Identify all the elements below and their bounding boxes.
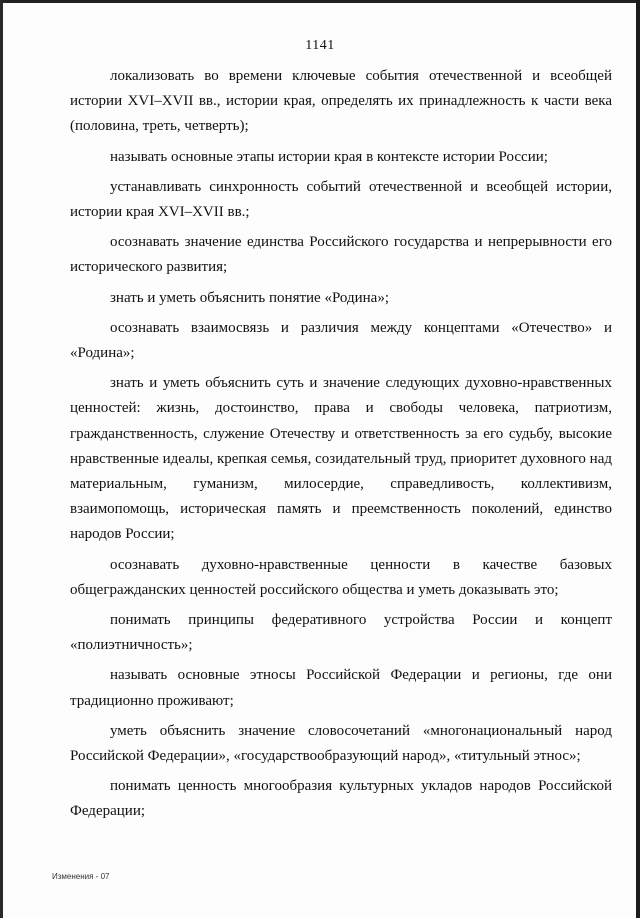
paragraph-4: осознавать значение единства Российского государства и непрерывности его исторического развития;: [70, 234, 612, 276]
paragraph-6: осознавать взаимосвязь и различия между концептами «Отечество» и «Родина»;: [70, 319, 612, 362]
paragraph-3: устанавливать синхронность событий отечественной и всеобщей истории, истории края XVI–XVII вв.;: [70, 178, 612, 221]
paragraph-9: понимать принципы федеративного устройства России и концепт «полиэтничность»;: [70, 612, 612, 654]
paragraph-5: знать и уметь объяснить понятие «Родина»;: [110, 289, 390, 306]
paragraph-2: называть основные этапы истории края в контексте истории России;: [110, 148, 548, 165]
paragraph-7: знать и уметь объяснить суть и значение следующих духовно-нравственных ценностей: жизнь, достоинство, права и свободы человека, патриотизм, гражданственность, служение Отечеству и ответственность за его судьбу, высокие нравственные идеалы, крепкая семья, созидательный труд, приоритет духовного над материальным, гуманизм, милосердие, справедливость, коллективизм, взаимопомощь, историческая память и преемственность поколений, единство народов России;: [70, 375, 612, 543]
paragraph-11: уметь объяснить значение словосочетаний «многонациональный народ Российской Федерации», «государствообразующий народ», «титульный этнос»;: [70, 722, 612, 765]
paragraph-8: осознавать духовно-нравственные ценности в качестве базовых общегражданских ценностей российского общества и уметь доказывать это;: [70, 556, 612, 598]
footer-revision-note: Изменения - 07: [52, 872, 110, 881]
scan-edge-left: [0, 0, 3, 918]
paragraph-1: локализовать во времени ключевые события отечественной и всеобщей истории XVI–XVII вв., истории края, определять их принадлежность к части века (половина, треть, четверть);: [70, 68, 612, 135]
paragraph-12: понимать ценность многообразия культурных укладов народов Российской Федерации;: [70, 778, 612, 820]
scan-edge-right: [636, 0, 640, 918]
paragraph-10: называть основные этносы Российской Федерации и регионы, где они традиционно проживают;: [70, 667, 612, 709]
scan-edge-top: [0, 0, 640, 3]
page-number: 1141: [305, 38, 335, 53]
document-body: [70, 64, 612, 825]
